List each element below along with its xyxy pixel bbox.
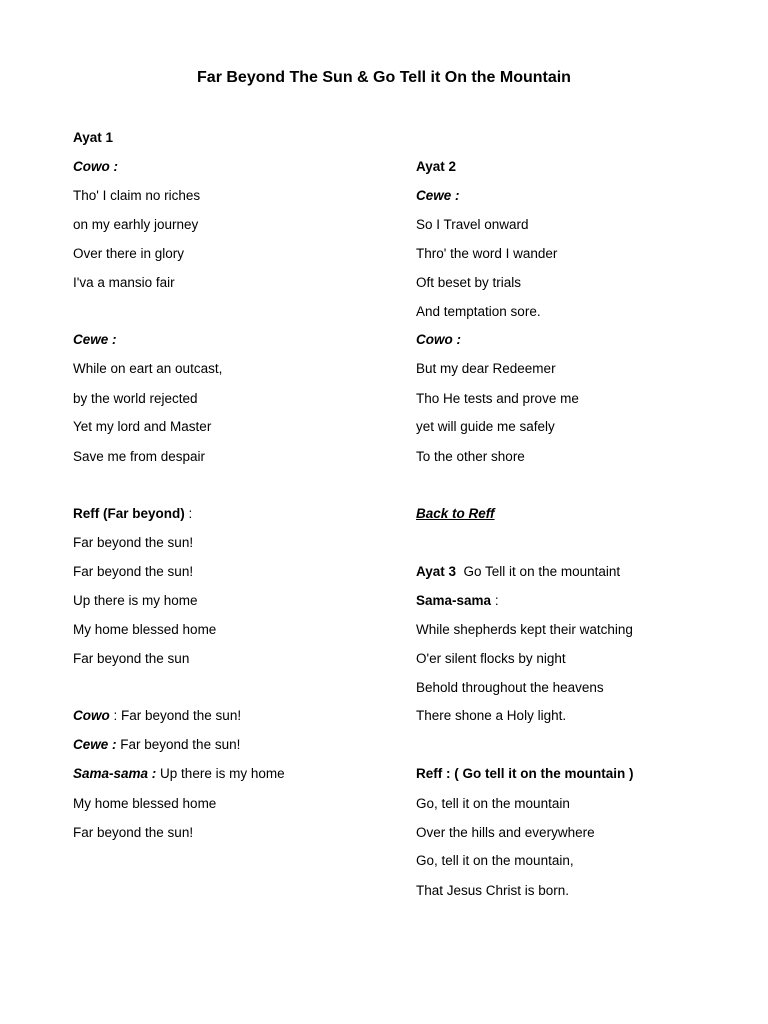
lyric-line: My home blessed home [73, 796, 217, 811]
sama-label-line [416, 592, 499, 610]
reff-heading-line [73, 505, 192, 523]
lyric-line: While shepherds kept their watching [416, 622, 633, 637]
sama-part-line [73, 765, 285, 783]
cowo-label: Cowo : [73, 159, 118, 174]
lyric-line: Oft beset by trials [416, 275, 522, 290]
ayat1-heading: Ayat 1 [73, 130, 114, 145]
lyric-line: by the world rejected [73, 391, 198, 406]
reff-colon: : [184, 506, 193, 521]
cowo-label: Cowo [73, 708, 110, 723]
lyric-line: Tho He tests and prove me [416, 391, 579, 406]
cewe-label: Cewe : [73, 737, 117, 752]
reff2-heading: Reff : ( Go tell it on the mountain ) [416, 766, 634, 781]
lyric-line: Far beyond the sun [73, 651, 190, 666]
lyric-line: yet will guide me safely [416, 419, 555, 434]
lyric-line: Far beyond the sun! [73, 564, 194, 579]
lyric-line: But my dear Redeemer [416, 361, 556, 376]
lyric-line: Thro' the word I wander [416, 246, 558, 261]
lyric-line: Over there in glory [73, 246, 185, 261]
sama-colon: : [491, 593, 499, 608]
lyric-line: So I Travel onward [416, 217, 529, 232]
cewe-label: Cewe : [416, 188, 460, 203]
lyric-line: While on eart an outcast, [73, 361, 223, 376]
lyric-line: Behold throughout the heavens [416, 680, 604, 695]
page-title: Far Beyond The Sun & Go Tell it On the Mountain [197, 69, 571, 86]
cewe-part-line [73, 736, 240, 754]
lyric-line: on my earhly journey [73, 217, 199, 232]
lyric-line: My home blessed home [73, 622, 217, 637]
lyric-line: And temptation sore. [416, 304, 541, 319]
cowo-text: : Far beyond the sun! [109, 708, 242, 723]
cewe-text: Far beyond the sun! [116, 737, 241, 752]
ayat3-heading-line [416, 563, 620, 581]
lyric-line: Yet my lord and Master [73, 419, 212, 434]
ayat2-heading: Ayat 2 [416, 159, 457, 174]
lyric-line: I'va a mansio fair [73, 275, 175, 290]
lyric-line: Far beyond the sun! [73, 825, 194, 840]
ayat3-heading: Ayat 3 [416, 564, 457, 579]
lyric-line: There shone a Holy light. [416, 708, 567, 723]
sama-label: Sama-sama : [73, 766, 157, 781]
cowo-part-line [73, 707, 241, 725]
cewe-label: Cewe : [73, 332, 117, 347]
cowo-label: Cowo : [416, 332, 461, 347]
back-to-reff: Back to Reff [416, 506, 495, 521]
lyric-line: That Jesus Christ is born. [416, 883, 570, 898]
lyric-line: O'er silent flocks by night [416, 651, 566, 666]
lyric-line: Save me from despair [73, 449, 206, 464]
lyric-line: Tho' I claim no riches [73, 188, 201, 203]
ayat3-subtitle: Go Tell it on the mountaint [456, 564, 621, 579]
lyric-line: Far beyond the sun! [73, 535, 194, 550]
reff-heading: Reff (Far beyond) [73, 506, 185, 521]
lyric-line: To the other shore [416, 449, 525, 464]
lyric-line: Over the hills and everywhere [416, 825, 595, 840]
lyric-line: Up there is my home [73, 593, 198, 608]
lyric-line: Go, tell it on the mountain, [416, 853, 574, 868]
sama-label: Sama-sama [416, 593, 492, 608]
sama-text: Up there is my home [156, 766, 285, 781]
lyric-line: Go, tell it on the mountain [416, 796, 570, 811]
